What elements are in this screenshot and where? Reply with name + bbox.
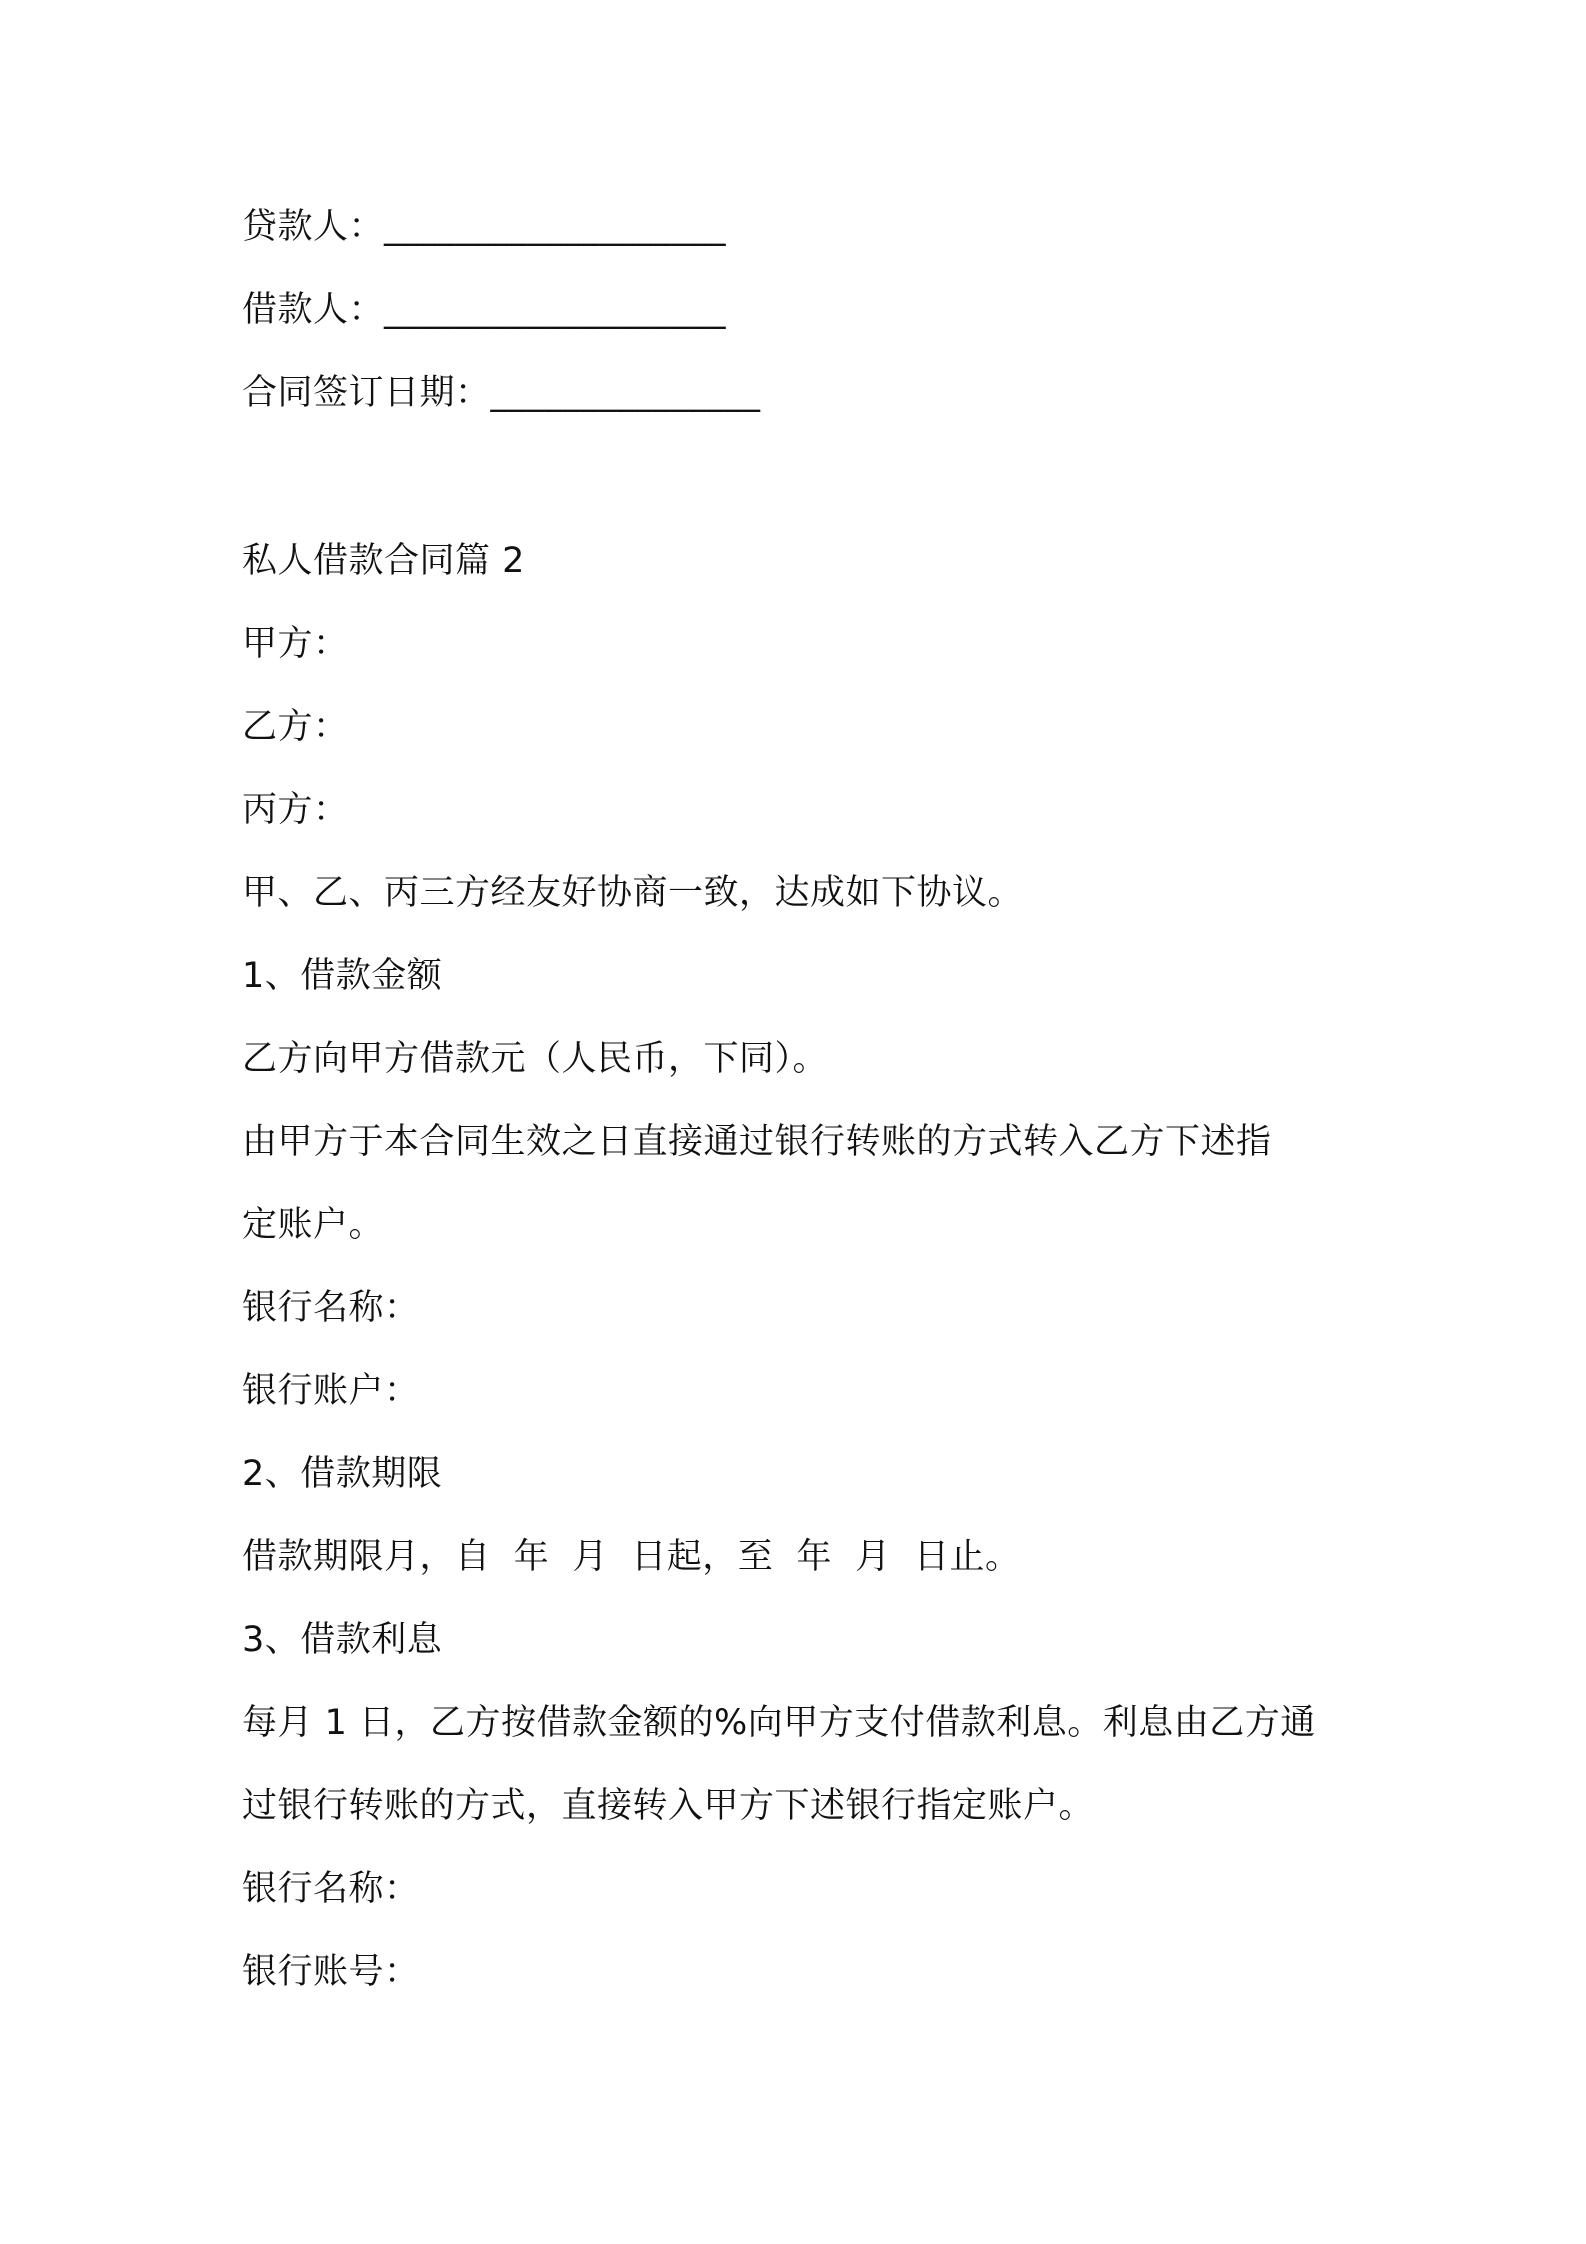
section1-paragraph: 乙方向甲方借款元（人民币，下同）。 <box>242 1039 829 1079</box>
section1-bank-account: 银行账户： <box>242 1371 420 1411</box>
section1-bank-name: 银行名称： <box>242 1288 420 1328</box>
section1-transfer-line1: 由甲方于本合同生效之日直接通过银行转账的方式转入乙方下述指 <box>242 1122 1272 1162</box>
lender-signature-line: 贷款人：___________________ <box>242 207 727 247</box>
party-b-label: 乙方： <box>242 707 349 747</box>
section1-heading: 1、借款金额 <box>242 956 443 996</box>
section1-transfer-line2: 定账户。 <box>242 1205 385 1245</box>
borrower-signature-line: 借款人：___________________ <box>242 290 727 330</box>
party-a-label: 甲方： <box>242 624 349 664</box>
party-c-label: 丙方： <box>242 790 349 830</box>
section3-paragraph-line2: 过银行转账的方式，直接转入甲方下述银行指定账户。 <box>242 1786 1095 1826</box>
sign-date-line: 合同签订日期：_______________ <box>242 373 761 413</box>
section3-paragraph-line1: 每月 1 日，乙方按借款金额的%向甲方支付借款利息。利息由乙方通 <box>242 1703 1316 1743</box>
intro-paragraph: 甲、乙、丙三方经友好协商一致，达成如下协议。 <box>242 873 1024 913</box>
section3-bank-name: 银行名称： <box>242 1869 420 1909</box>
section3-bank-account: 银行账号： <box>242 1952 420 1992</box>
section2-heading: 2、借款期限 <box>242 1454 443 1494</box>
contract-title: 私人借款合同篇 2 <box>242 541 525 581</box>
section3-heading: 3、借款利息 <box>242 1620 443 1660</box>
section2-paragraph: 借款期限月，自 年 月 日起，至 年 月 日止。 <box>242 1537 1021 1577</box>
